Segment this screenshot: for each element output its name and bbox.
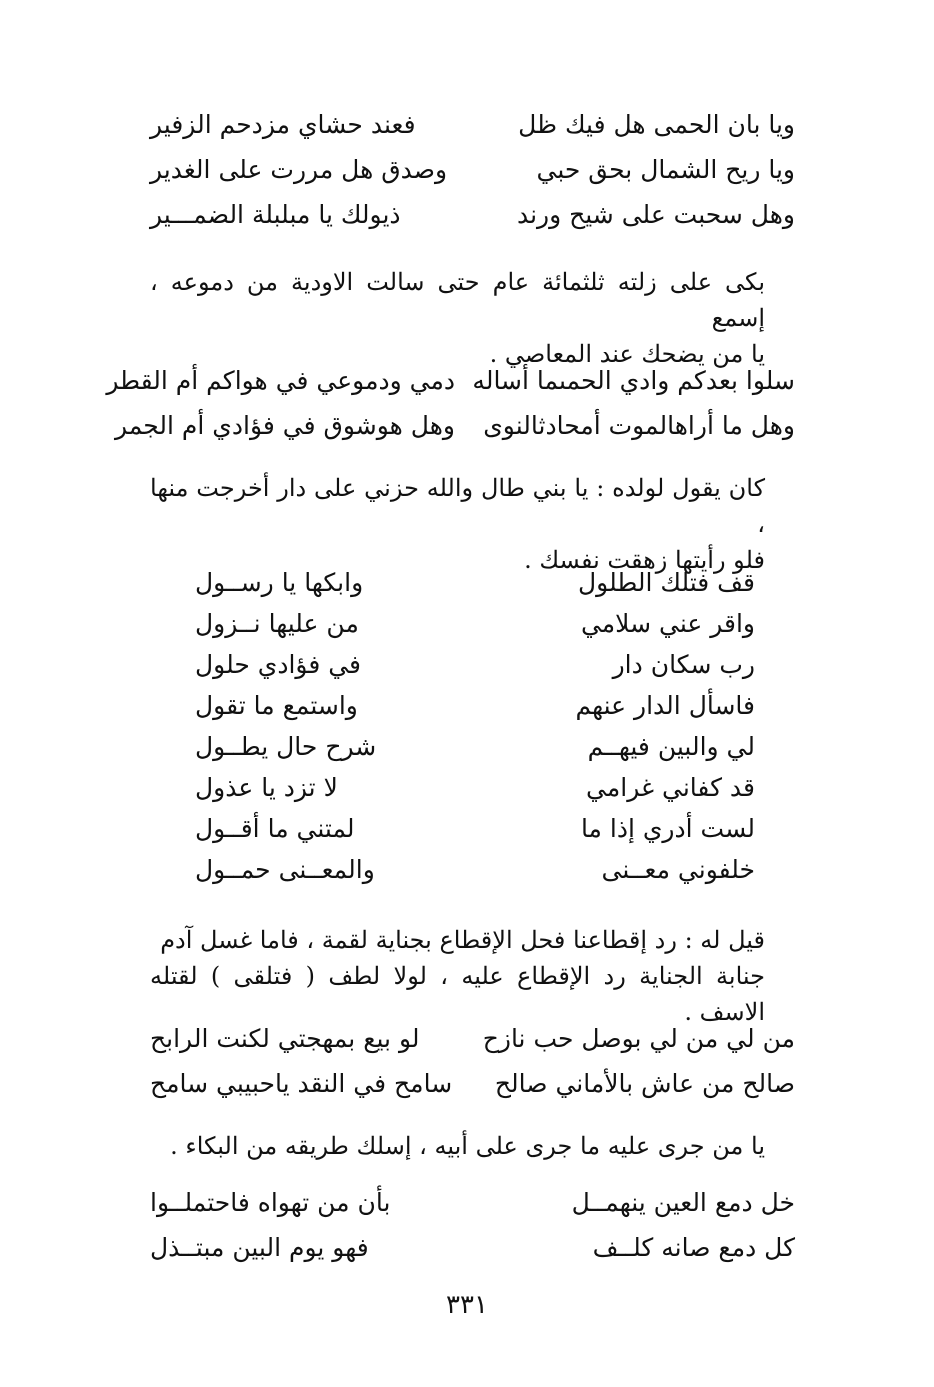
poem-row [195, 849, 755, 890]
prose-paragraph-1 [150, 264, 795, 372]
hemistich-right: وهل ما أراهالموت أمحادثالنوى [483, 411, 795, 440]
hemistich-right: واقر عني سلامي [580, 609, 755, 638]
couplet-row [150, 147, 795, 192]
hemistich-right: خلفوني معــنى [601, 855, 755, 884]
prose-line: يا من جرى عليه ما جرى على أبيه ، إسلك طريقه من البكاء . [170, 1132, 765, 1160]
couplet-row [150, 1061, 795, 1106]
prose-line: قيل له : رد إقطاعنا فحل الإقطاع بجناية لقمة ، فاما غسل آدم [160, 926, 765, 954]
poem-row [195, 726, 755, 767]
poem-block [195, 562, 755, 890]
hemistich-left: لو بيع بمهجتي لكنت الرابح [150, 1024, 420, 1053]
hemistich-right: رب سكان دار [612, 650, 755, 679]
poem-row [195, 603, 755, 644]
hemistich-right: قف فتلك الطلول [578, 568, 755, 597]
hemistich-left: والمعــنى حمــول [195, 855, 375, 884]
couplets-block-2 [106, 358, 795, 448]
hemistich-right: كل دمع صانه كلــف [592, 1233, 795, 1262]
hemistich-right: لست أدري إذا ما [580, 814, 755, 843]
hemistich-left: فهو يوم البين مبتــذل [150, 1233, 369, 1262]
couplet-row [150, 1016, 795, 1061]
poem-row [195, 644, 755, 685]
couplet-row [106, 358, 795, 403]
prose-line: بكى على زلته ثلثمائة عام حتى سالت الاودية من دموعه ، إسمع [150, 268, 765, 332]
prose-paragraph-4 [150, 1128, 795, 1164]
couplets-block-4 [150, 1180, 795, 1270]
couplet-row [150, 1180, 795, 1225]
couplets-block-1 [150, 102, 795, 237]
poem-row [195, 685, 755, 726]
poem-row [195, 767, 755, 808]
hemistich-right: من لي من لي بوصل حب نازح [482, 1024, 795, 1053]
couplet-row [150, 102, 795, 147]
hemistich-right: فاسأل الدار عنهم [575, 691, 755, 720]
couplet-row [150, 192, 795, 237]
hemistich-left: شرح حال يطــول [195, 732, 377, 761]
hemistich-left: واستمع ما تقول [195, 691, 358, 720]
hemistich-left: وصدق هل مررت على الغدير [150, 155, 448, 184]
hemistich-left: في فؤادي حلول [195, 650, 362, 679]
hemistich-left: دمي ودموعي في هواكم أم القطر [106, 366, 455, 395]
prose-paragraph-3 [150, 922, 795, 1030]
prose-line: جنابة الجناية رد الإقطاع عليه ، لولا لطف ( فتلقى ) لقتله الاسف . [150, 962, 765, 1026]
prose-line: كان يقول لولده : يا بني طال والله حزني على دار أخرجت منها ، [150, 474, 765, 538]
couplet-row [150, 1225, 795, 1270]
poem-row [195, 808, 755, 849]
hemistich-left: لمتني ما أقــول [195, 814, 355, 843]
prose-line: يا من يضحك عند المعاصي . [489, 340, 765, 368]
hemistich-left: سامح في النقد ياحبيبي سامح [150, 1069, 453, 1098]
hemistich-right: وهل سحبت على شيح ورند [516, 200, 795, 229]
hemistich-left: لا تزد يا عذول [195, 773, 338, 802]
page-number: ٣٣١ [446, 1290, 488, 1320]
prose-line: فلو رأيتها زهقت نفسك . [524, 546, 765, 574]
poem-row [195, 562, 755, 603]
hemistich-right: خل دمع العين ينهمــل [571, 1188, 795, 1217]
couplet-row [115, 403, 795, 448]
hemistich-left: من عليها نــزول [195, 609, 359, 638]
hemistich-right: ويا ريح الشمال بحق حبي [536, 155, 795, 184]
hemistich-left: وهل هوشوق في فؤادي أم الجمر [115, 411, 455, 440]
couplets-block-3 [150, 1016, 795, 1106]
hemistich-left: فعند حشاي مزدحم الزفير [150, 110, 416, 139]
hemistich-left: وابكها يا رســول [195, 568, 364, 597]
hemistich-right: سلوا بعدكم وادي الحمىما أساله [472, 366, 795, 395]
hemistich-right: صالح من عاش بالأماني صالح [494, 1069, 795, 1098]
hemistich-right: ويا بان الحمى هل فيك ظل [518, 110, 795, 139]
hemistich-left: ذيولك يا مبلبلة الضمـــير [150, 200, 401, 229]
hemistich-right: لي والبين فيهــم [587, 732, 755, 761]
hemistich-left: بأن من تهواه فاحتملــوا [150, 1188, 391, 1217]
hemistich-right: قد كفاني غرامي [586, 773, 755, 802]
